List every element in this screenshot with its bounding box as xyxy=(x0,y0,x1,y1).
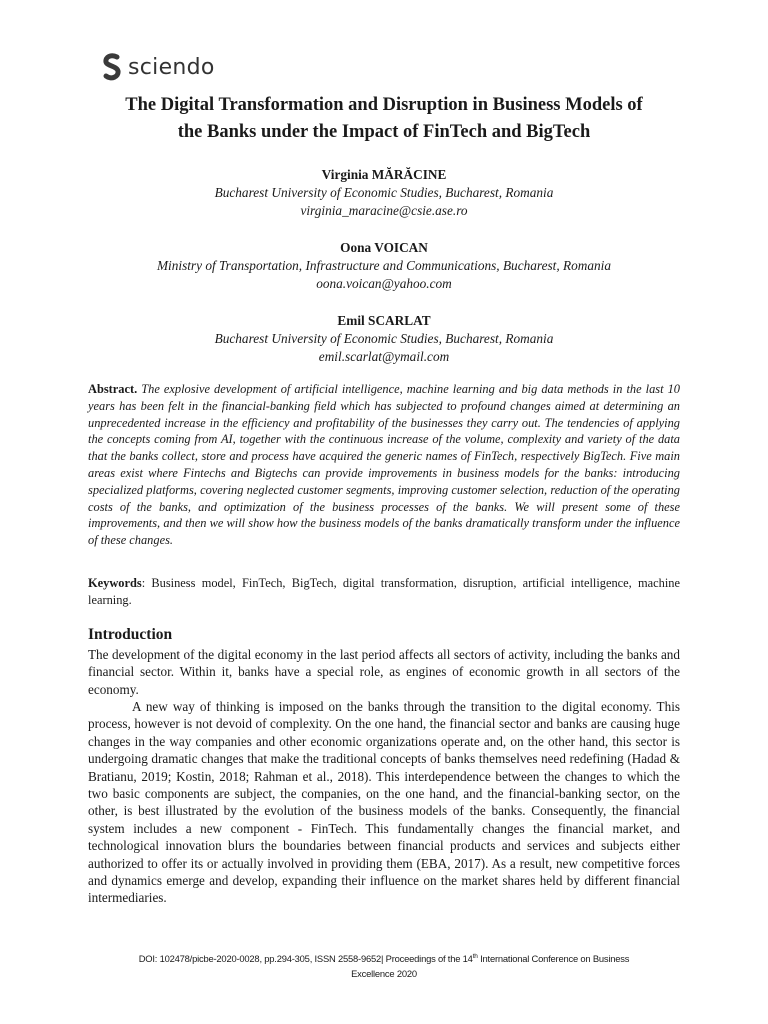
title-line-2: the Banks under the Impact of FinTech and BigTech xyxy=(177,122,591,142)
abstract-label: Abstract. xyxy=(88,382,138,396)
keywords-label: Keywords xyxy=(88,576,142,590)
title-line-1: The Digital Transformation and Disruption in Business Models of xyxy=(125,95,643,115)
section-heading-introduction: Introduction xyxy=(88,626,173,643)
author-name: Virginia MĂRĂCINE xyxy=(321,167,447,182)
author-email: virginia_maracine@csie.ase.ro xyxy=(300,203,468,218)
footer-line-2: Excellence 2020 xyxy=(351,968,417,980)
author-block xyxy=(60,239,708,293)
publisher-logo xyxy=(102,50,215,84)
abstract xyxy=(88,381,680,549)
intro-paragraph-1: The development of the digital economy in the last period affects all sectors of activity, including the banks and financial sector. Within it, banks have a special role, as engines of economic growth in all sectors of the economy. xyxy=(88,647,680,697)
author-block xyxy=(60,312,708,366)
footer-doi-text: DOI: 102478/picbe-2020-0028, pp.294-305, ISSN 2558-9652| Proceedings of the 14 xyxy=(138,953,473,965)
author-affiliation: Bucharest University of Economic Studies, Bucharest, Romania xyxy=(214,185,554,200)
author-affiliation: Bucharest University of Economic Studies, Bucharest, Romania xyxy=(214,331,554,346)
author-name: Emil SCARLAT xyxy=(337,313,431,328)
author-block xyxy=(60,166,708,220)
author-affiliation: Ministry of Transportation, Infrastructure and Communications, Bucharest, Romania xyxy=(156,258,612,273)
sciendo-s-icon xyxy=(102,53,122,81)
author-name: Oona VOICAN xyxy=(340,240,428,255)
footer-superscript: th xyxy=(472,953,478,960)
paper-title xyxy=(60,92,708,146)
intro-paragraph-2: A new way of thinking is imposed on the banks through the transition to the digital economy. This process, however is not devoid of complexity. On the one hand, the financial sector and banks are causing huge changes in the way companies and other economic organizations operate and, on the other hand, this sector is undergoing dramatic changes that make the traditional concepts of banks themselves need redefining (Hadad & Bratianu, 2019; Kostin, 2018; Rahman et al., 2018). This interdependence between the changes to which the two basic components are subject, the companies, on the one hand, and the financial-banking sector, on the other, is best illustrated by the evolution of the business models of the banks. Consequently, the financial system includes a new component - FinTech. This fundamentally changes the financial market, and technological innovation blurs the boundaries between financial products and services and subjects either authorized to offer its or actually involved in providing them (EBA, 2017). As a result, new competitive forces and dynamics emerge and develop, expanding their influence on the market shares held by different financial intermediaries. xyxy=(88,699,680,906)
keywords xyxy=(88,575,680,609)
keywords-text: : Business model, FinTech, BigTech, digital transformation, disruption, artificial intelligence, machine learning. xyxy=(88,576,680,607)
author-email: oona.voican@yahoo.com xyxy=(316,276,452,291)
logo-text: sciendo xyxy=(128,54,215,80)
page-footer xyxy=(88,949,680,981)
footer-line-1 xyxy=(88,949,680,966)
abstract-text: The explosive development of artificial intelligence, machine learning and big data methods in the last 10 years has been felt in the financial-banking field which has subjected to profound changes aimed at determining an unprecedented increase in the efficiency and profitability of the businesses they carry out. The tendencies of applying the concepts coming from AI, together with the continuous increase of the volume, complexity and variety of the data that the banks collect, store and process have acquired the generic names of FinTech, respectively BigTech. Five main areas exist where Fintechs and Bigtechs can provide improvements in business models for the banks: introducing specialized platforms, covering neglected customer segments, improving customer selection, reduction of the operating costs of the banks, and optimization of the business processes of the banks. We will present some of these improvements, and then we will show how the business models of the banks dramatically transform under the influence of these changes. xyxy=(88,382,680,548)
author-email: emil.scarlat@ymail.com xyxy=(318,349,450,364)
footer-conference-text: International Conference on Business xyxy=(477,953,630,965)
